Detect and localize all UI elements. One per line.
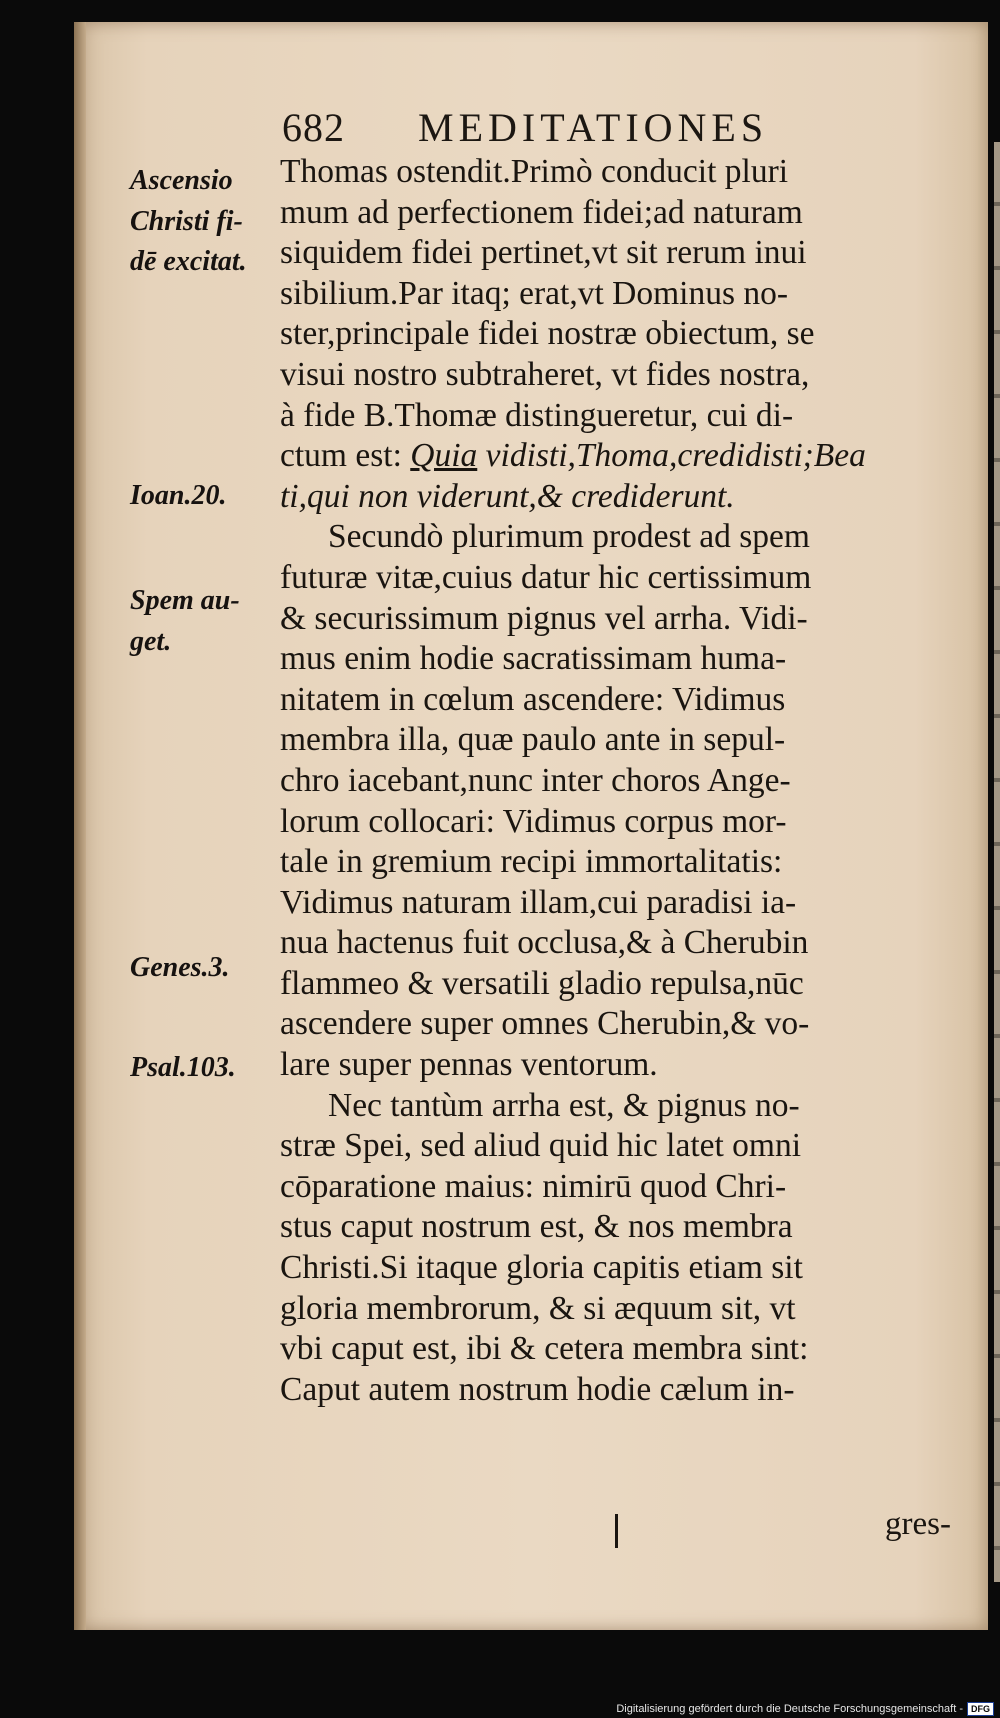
footer-credit: Digitalisierung gefördert durch die Deutsche Forschungsgemeinschaft -	[616, 1703, 963, 1715]
text-line: ctum est: Quia vidisti,Thoma,credidisti;Bea	[280, 437, 866, 475]
text-line: Secundò plurimum prodest ad spem	[328, 518, 810, 556]
text-line: à fide B.Thomæ distingueretur, cui di-	[280, 396, 794, 434]
text-line	[280, 477, 916, 518]
page-header	[282, 104, 902, 150]
text-line: cōparatione maius: nimirū quod Chri-	[280, 1167, 787, 1205]
text-line: visui nostro subtraheret, vt fides nostra,	[280, 355, 810, 393]
margin-note-line: Ascensio	[130, 165, 233, 196]
margin-note-line: Genes.3.	[130, 952, 230, 983]
margin-note-line: Ioan.20.	[130, 480, 227, 511]
text-line: gloria membrorum, & si æquum sit, vt	[280, 1289, 796, 1327]
text-line: Nec tantùm arrha est, & pignus no-	[328, 1086, 800, 1124]
text-line: ster,principale fidei nostræ obiectum, se	[280, 315, 815, 353]
margin-note-line: Spem au-	[130, 585, 240, 616]
text-line: futuræ vitæ,cuius datur hic certissimum	[280, 558, 812, 596]
scripture-quote: Quia vidisti,Thoma,credidisti;Bea	[410, 437, 866, 475]
folio-number: 682	[282, 105, 345, 150]
main-text	[280, 152, 916, 1410]
text-line: tale in gremium recipi immortalitatis:	[280, 843, 783, 881]
running-title: MEDITATIONES	[418, 105, 769, 150]
text-line: siquidem fidei pertinet,vt sit rerum inui	[280, 234, 807, 272]
text-line: ascendere super omnes Cherubin,& vo-	[280, 1005, 810, 1043]
text-line: stræ Spei, sed aliud quid hic latet omni	[280, 1127, 802, 1165]
dfg-logo: DFG	[967, 1702, 994, 1716]
page-edge	[994, 142, 1000, 1582]
text-line: stus caput nostrum est, & nos membra	[280, 1208, 793, 1246]
catchword: gres-	[885, 1506, 951, 1542]
text-line: mum ad perfectionem fidei;ad naturam	[280, 193, 803, 231]
text-line: lare super pennas ventorum.	[280, 1046, 658, 1084]
text-line: Thomas ostendit.Primò conducit pluri	[280, 153, 789, 190]
text-line: vbi caput est, ibi & cetera membra sint:	[280, 1330, 809, 1368]
text-line: & securissimum pignus vel arrha. Vidi-	[280, 599, 808, 637]
text-line: nitatem in cœlum ascendere: Vidimus	[280, 680, 786, 718]
text-line: membra illa, quæ paulo ante in sepul-	[280, 721, 786, 759]
text-line: Caput autem nostrum hodie cælum in-	[280, 1370, 795, 1408]
signature-mark	[615, 1514, 618, 1548]
margin-note-line: get.	[130, 625, 172, 657]
text-line: Vidimus naturam illam,cui paradisi ia-	[280, 883, 797, 921]
text-line: sibilium.Par itaq; erat,vt Dominus no-	[280, 274, 789, 312]
margin-note-line: dē excitat.	[130, 246, 247, 278]
text-line: flammeo & versatili gladio repulsa,nūc	[280, 964, 804, 1002]
text-line: Christi.Si itaque gloria capitis etiam sit	[280, 1249, 803, 1287]
margin-note-line: Psal.103.	[130, 1052, 236, 1083]
text-line: nua hactenus fuit occlusa,& à Cherubin	[280, 924, 809, 962]
text-line: lorum collocari: Vidimus corpus mor-	[280, 802, 787, 840]
digitization-footer	[616, 1702, 994, 1716]
text-line: chro iacebant,nunc inter choros Ange-	[280, 761, 791, 799]
margin-note-line: Christi fi-	[130, 205, 243, 237]
scripture-quote: ti,qui non viderunt,& crediderunt.	[280, 477, 735, 515]
text-line: mus enim hodie sacratissimam huma-	[280, 640, 787, 678]
